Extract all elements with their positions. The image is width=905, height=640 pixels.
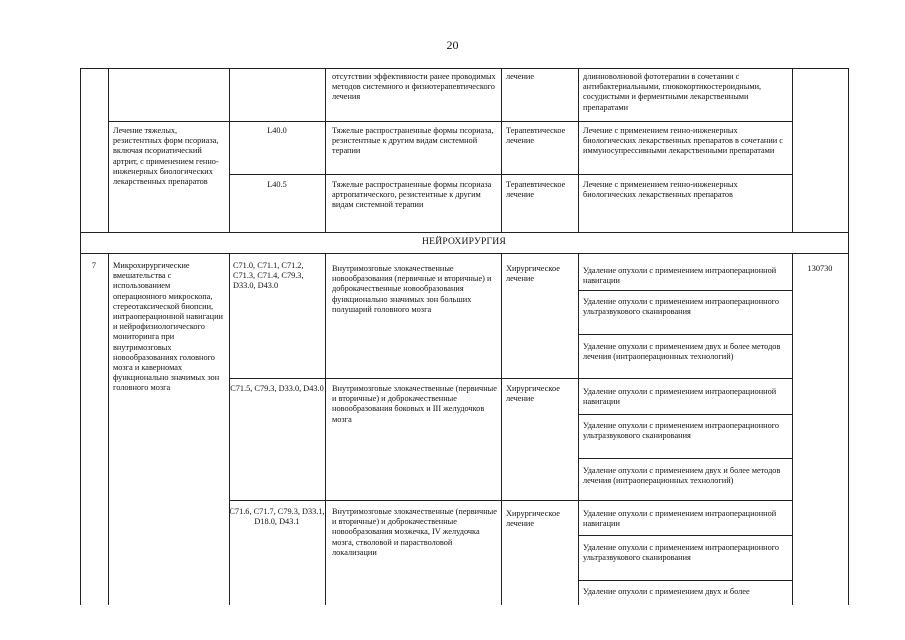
method-cell: Удаление опухоли с применением интраоперационной навигации: [583, 509, 777, 529]
method-cell: Лечение с применением генно-инженерных биологических лекарственных препаратов: [583, 180, 738, 200]
icd-code-cell: C71.6, C71.7, C79.3, D33.1, D18.0, D43.1: [229, 507, 325, 527]
care-type-name: Лечение тяжелых, резистентных форм псориаза, включая псориатический артрит, с применением генно-инженерных биологических лекарственных препаратов: [113, 126, 219, 187]
method-cell: Удаление опухоли с применением интраоперационного ультразвукового сканирования: [583, 421, 780, 441]
care-type-name: Микрохирургические вмешательства с использованием операционного микроскопа, стереотаксической биопсии, интраоперационной навигации и нейрофизиологического мониторинга при внутримозговых новообразованиях головного мозга и каверномах функционально значимых зон головного мозга: [113, 261, 223, 393]
condition-cell: Внутримозговые злокачественные (первичные и вторичные) и доброкачественные новообразования мозжечка, IV желудочка мозга, стволовой и парастволовой локализации: [332, 507, 497, 557]
icd-code-cell: C71.5, C79.3, D33.0, D43.0: [230, 384, 324, 393]
treatment-type-cell: Терапевтическое лечение: [506, 180, 566, 200]
method-cell: длинноволновой фототерапии в сочетании с антибактериальными, глюкокортикостероидными, сосудистыми и ферментными лекарственными препаратами: [583, 72, 762, 112]
method-cell: Удаление опухоли с применением интраоперационной навигации: [583, 266, 777, 286]
treatment-type-cell: Хирургическое лечение: [506, 264, 560, 284]
treatment-type-cell: Хирургическое лечение: [506, 509, 560, 529]
condition-cell: Тяжелые распространенные формы псориаза артропатического, резистентные к другим видам системной терапии: [332, 180, 492, 210]
treatment-type-cell: лечение: [506, 72, 535, 81]
treatment-type-cell: Хирургическое лечение: [506, 384, 560, 404]
method-cell: Лечение с применением генно-инженерных биологических лекарственных препаратов в сочетании с иммуносупрессивными лекарственными препаратами: [583, 126, 783, 156]
page-number: 20: [446, 38, 459, 52]
condition-cell: Внутримозговые злокачественные (первичные и вторичные) и доброкачественные новообразования боковых и III желудочков мозга: [332, 384, 497, 424]
method-cell: Удаление опухоли с применением интраоперационного ультразвукового сканирования: [583, 543, 780, 563]
icd-code-cell: L40.0: [267, 126, 287, 135]
icd-code-cell: C71.0, C71.1, C71.2, C71.3, C71.4, C79.3, D33.0, D43.0: [233, 261, 304, 291]
method-cell: Удаление опухоли с применением интраоперационной навигации: [583, 387, 777, 407]
method-cell: Удаление опухоли с применением двух и более методов лечения (интраоперационных технологий): [583, 466, 781, 486]
condition-cell: отсутствии эффективности ранее проводимых методов системного и физиотерапевтического лечения: [332, 72, 496, 102]
treatment-type-cell: Терапевтическое лечение: [506, 126, 566, 146]
section-heading: НЕЙРОХИРУРГИЯ: [422, 236, 506, 247]
condition-cell: Тяжелые распространенные формы псориаза, резистентные к другим видам системной терапии: [332, 126, 494, 156]
norm-value: 130730: [807, 264, 833, 273]
method-cell: Удаление опухоли с применением двух и более: [583, 587, 750, 596]
method-cell: Удаление опухоли с применением интраоперационного ультразвукового сканирования: [583, 297, 780, 317]
row-number: 7: [91, 261, 97, 270]
condition-cell: Внутримозговые злокачественные новообразования (первичные и вторичные) и доброкачественные новообразования функционально значимых зон больших полушарий головного мозга: [332, 264, 492, 314]
method-cell: Удаление опухоли с применением двух и более методов лечения (интраоперационных технологий): [583, 342, 781, 362]
icd-code-cell: L40.5: [267, 180, 287, 189]
